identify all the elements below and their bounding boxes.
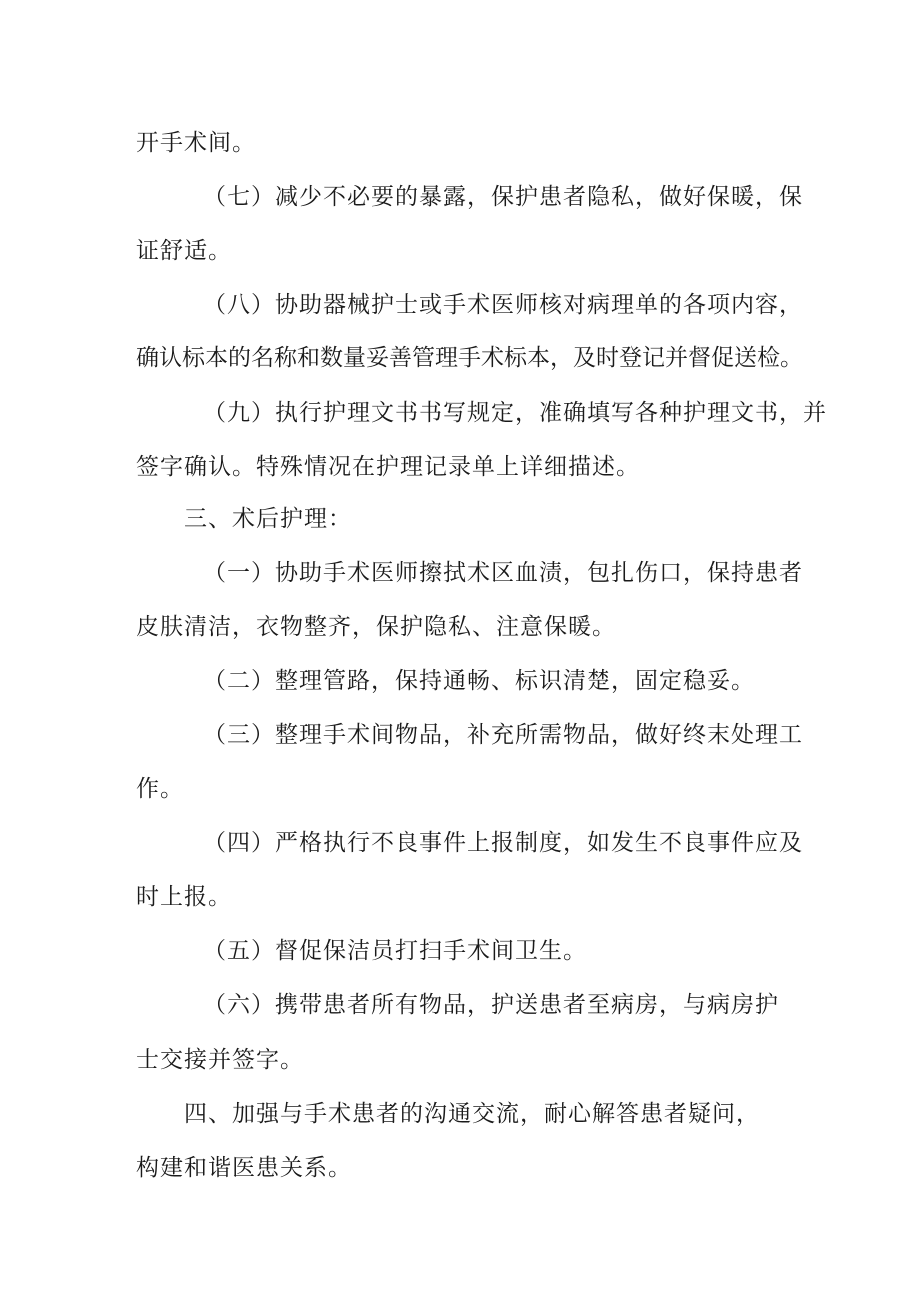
text-line: （三）整理手术间物品，补充所需物品，做好终末处理工 [203, 722, 803, 748]
text-line: 士交接并签字。 [136, 1047, 304, 1073]
section-heading: 三、术后护理： [184, 506, 352, 532]
text-line: 皮肤清洁，衣物整齐，保护隐私、注意保暖。 [136, 614, 616, 640]
text-line: （一）协助手术医师擦拭术区血渍，包扎伤口，保持患者 [203, 560, 803, 586]
text-line: 签字确认。特殊情况在护理记录单上详细描述。 [136, 454, 640, 480]
text-line: （五）督促保洁员打扫手术间卫生。 [203, 938, 587, 964]
text-line: 时上报。 [136, 884, 232, 910]
text-line: （七）减少不必要的暴露，保护患者隐私，做好保暖，保 [203, 184, 803, 210]
text-line: 构建和谐医患关系。 [136, 1155, 352, 1181]
text-line: （九）执行护理文书书写规定，准确填写各种护理文书，并 [203, 400, 827, 426]
text-line: 作。 [136, 776, 184, 802]
text-line: （二）整理管路，保持通畅、标识清楚，固定稳妥。 [203, 668, 755, 694]
section-heading: 四、加强与手术患者的沟通交流，耐心解答患者疑问， [184, 1101, 760, 1127]
text-line: （六）携带患者所有物品，护送患者至病房，与病房护 [203, 992, 779, 1018]
text-line: （八）协助器械护士或手术医师核对病理单的各项内容， [203, 292, 803, 318]
text-line: 确认标本的名称和数量妥善管理手术标本，及时登记并督促送检。 [136, 345, 803, 371]
text-line: 开手术间。 [136, 130, 256, 156]
text-line: 证舒适。 [136, 238, 232, 264]
text-line: （四）严格执行不良事件上报制度，如发生不良事件应及 [203, 830, 803, 856]
